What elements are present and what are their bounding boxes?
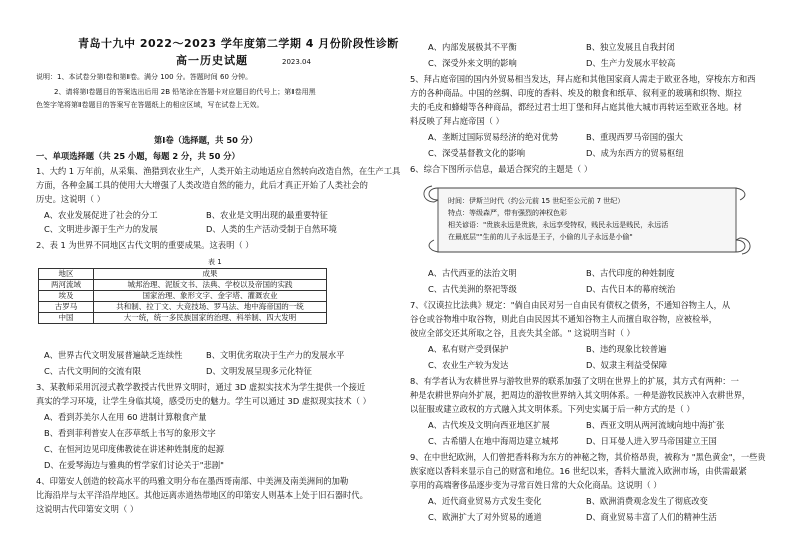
q2-option-c: C、古代文明间的交流有限: [44, 366, 142, 376]
civilization-table: [38, 268, 327, 324]
q1-line-3: 历史。这说明（ ）: [36, 194, 106, 204]
q8-line-2: 种是农耕世界向外扩展，把周边的游牧世界纳入其文明体系。一种是游牧民族冲入农耕世界，: [410, 390, 751, 400]
q5-option-c: C、深受基督教文化的影响: [428, 148, 526, 158]
table-row: [39, 291, 327, 302]
q4-option-b: B、独立发展且自我封闭: [586, 42, 675, 52]
q7-option-a: A、私有财产受到保护: [428, 344, 509, 354]
q5-line-2: 方的各种商品。中国的丝绸、印度的香料、埃及的粮食和纸草、叙利亚的玻璃和织物、斯拉: [410, 88, 742, 98]
q8-option-a: A、古代埃及文明向西亚地区扩展: [428, 420, 550, 430]
table-cell: 古罗马: [39, 302, 94, 313]
scroll-line-1: 时间：伊斯兰时代（约公元前 15 世纪至公元前 7 世纪）: [448, 197, 625, 205]
table-cell: 国家治理、象形文字、金字塔、灌溉农业: [94, 291, 327, 302]
q8-option-b: B、西亚文明从两河流域向地中海扩张: [586, 420, 725, 430]
q2-option-a: A、世界古代文明发展普遍缺乏连续性: [44, 350, 183, 360]
q1-option-d: D、人类的生产活动受制于自然环境: [206, 224, 337, 234]
section-title: 第Ⅰ卷（选择题，共 50 分）: [154, 135, 258, 145]
q4-line-3: 这说明古代印第安文明（ ）: [36, 504, 139, 514]
q7-line-1: 7、《汉谟拉比法典》规定："倘自由民对另一自由民有债权之债务，不通知谷物主人，从: [410, 300, 731, 310]
table-row: [39, 280, 327, 291]
table-header-region: 地区: [39, 269, 94, 280]
q2-stem: 2、表 1 为世界不同地区古代文明的重要成果。这表明（ ）: [36, 240, 254, 250]
table-cell: 大一统，统一多民族国家的治理、科举制、四大发明: [94, 313, 327, 324]
q9-option-c: C、欧洲扩大了对外贸易的通道: [428, 512, 542, 522]
scroll-line-3: 相关谚语："贵族永远是贵族，永远享受特权，贱民永远是贱民，永远活: [448, 221, 669, 229]
q6-option-a: A、古代西亚的法治文明: [428, 268, 517, 278]
q7-option-d: D、奴隶主利益受保障: [586, 360, 668, 370]
table-cell: 共和制、拉丁文、大竞技场、罗马法、地中海帝国的一统: [94, 302, 327, 313]
q5-line-1: 5、拜占庭帝国的国内外贸易相当发达，拜占庭和其他国家商人需走于欧亚各地，穿梭东方和西: [410, 74, 756, 84]
q8-option-d: D、日耳曼人进入罗马帝国建立王国: [586, 436, 717, 446]
table-caption: 表 1: [208, 258, 222, 266]
q6-stem: 6、综合下图所示信息，最适合探究的主题是（ ）: [410, 164, 593, 174]
q4-line-1: 4、印第安人创造的较高水平的玛雅文明分布在墨西哥南部、中美洲及南美洲间的加勒: [36, 476, 349, 486]
q8-line-1: 8、有学者认为农耕世界与游牧世界的联系加强了文明在世界上的扩展，其方式有两种：一: [410, 376, 739, 386]
q9-line-1: 9、在中世纪欧洲，人们曾把香料称为东方的神秘之物，其价格昂贵，被称为 "黑色黄金"，一些贵: [410, 452, 766, 462]
q1-line-2: 方面，各种金属工具的使用大大增强了人类改造自然的能力，此后才真正开始了人类社会的: [36, 180, 368, 190]
table-cell: 城邦治理、泥版文书、法典、学校以及帝国的实践: [94, 280, 327, 291]
q4-line-2: 比海沿岸与太平洋沿岸地区。其他远离赤道热带地区的印第安人则基本上处于旧石器时代。: [36, 490, 368, 500]
q6-option-b: B、古代印度的种姓制度: [586, 268, 675, 278]
q5-option-d: D、成为东西方的贸易枢纽: [586, 148, 684, 158]
q5-line-4: 料反映了拜占庭帝国（ ）: [410, 116, 504, 126]
q9-option-a: A、近代商业贸易方式发生变化: [428, 496, 542, 506]
q5-line-3: 夫的毛皮和蜂蜡等各种商品，都经过君士坦丁堡和拜占庭其他大城市再转运至欧亚各地。材: [410, 102, 742, 112]
q5-option-b: B、重现西罗马帝国的强大: [586, 132, 683, 142]
exam-subtitle: 高一历史试题: [176, 54, 248, 67]
q7-option-b: B、违约现象比较普遍: [586, 344, 667, 354]
note-line-3: 色签字笔将第Ⅱ卷题目的答案写在答题纸上的相应区域，写在试卷上无效。: [36, 101, 264, 109]
q9-option-d: D、商业贸易丰富了人们的精神生活: [586, 512, 717, 522]
q3-option-c: C、在恒河边见印度佛教徒在讲述种姓制度的起源: [44, 444, 225, 454]
table-header-achievement: 成果: [94, 269, 327, 280]
q9-line-2: 族家庭以香料来显示自己的财富和地位。16 世纪以来，香料大量流入欧洲市场，由供需最紧: [410, 466, 747, 476]
q1-line-1: 1、大约 1 万年前，从采集、渔猎到农业生产，人类开始主动地适应自然转向改造自然，在生产工具: [36, 166, 401, 176]
q7-line-2: 谷仓或谷物堆中取谷物，则此自由民因其不通知谷物主人而擅自取谷物，应被检举，: [410, 314, 717, 324]
table-cell: 两河流域: [39, 280, 94, 291]
q5-option-a: A、垄断过国际贸易经济的绝对优势: [428, 132, 559, 142]
section-heading: 一、单项选择题（共 25 小题，每题 2 分，共 50 分）: [36, 151, 240, 161]
q9-option-b: B、欧洲消费观念发生了彻底改变: [586, 496, 708, 506]
q4-option-a: A、内部发展极其不平衡: [428, 42, 517, 52]
q7-option-c: C、农业生产较为发达: [428, 360, 509, 370]
table-cell: 中国: [39, 313, 94, 324]
q7-line-3: 彼应全部交还其所取之谷，且丧失其全部。" 这说明当时（ ）: [410, 328, 635, 338]
q3-option-d: D、在爱琴海边与雅典的哲学家们讨论关于"悲剧": [44, 460, 224, 470]
table-row: [39, 302, 327, 313]
scroll-illustration: [418, 182, 760, 262]
table-cell: 埃及: [39, 291, 94, 302]
q8-option-c: C、古希腊人在地中海周边建立城邦: [428, 436, 559, 446]
q3-option-b: B、看到菲利普安人在莎草纸上书写的象形文字: [44, 428, 216, 438]
q3-option-a: A、看到苏美尔人在用 60 进制计算粮食产量: [44, 412, 207, 422]
table-row: [39, 313, 327, 324]
scroll-line-2: 特点：等级森严，带有强烈的神权色彩: [448, 209, 567, 217]
exam-date: 2023.04: [282, 58, 311, 66]
q6-option-d: D、古代日本的幕府统治: [586, 284, 676, 294]
exam-title: 青岛十九中 2022～2023 学年度第二学期 4 月份阶段性诊断: [78, 37, 399, 50]
q8-line-3: 以征服或建立政权的方式融入其文明体系。下列史实属于后一种方式的是（ ）: [410, 404, 695, 414]
note-line-2: 2、请将第Ⅰ卷题目的答案选出后用 2B 铅笔涂在答题卡对应题目的代号上；第Ⅱ卷用黑: [54, 88, 316, 96]
q2-option-b: B、文明优劣取决于生产力的发展水平: [206, 350, 345, 360]
q1-option-a: A、农业发展促进了社会的分工: [44, 210, 158, 220]
q4-option-c: C、深受外来文明的影响: [428, 58, 517, 68]
scroll-line-4: 在最底层""生前的儿子永远是王子，小偷的儿子永远是小偷": [448, 233, 633, 241]
q1-option-b: B、农业是文明出现的最重要特征: [206, 210, 328, 220]
q2-option-d: D、文明发展呈现多元化特征: [206, 366, 312, 376]
q3-line-1: 3、某教师采用沉浸式教学教授古代世界文明时，通过 3D 虚拟实技术为学生提供一个接近: [36, 382, 366, 392]
q9-line-3: 享用的高端奢侈品逐步变为寻常百姓日常的大众化商品。这说明（ ）: [410, 480, 662, 490]
q1-option-c: C、文明进步源于生产力的发展: [44, 224, 158, 234]
table-header-row: [39, 269, 327, 280]
note-line-1: 说明：1、本试卷分第Ⅰ卷和第Ⅱ卷。满分 100 分。答题时间 60 分钟。: [36, 73, 253, 81]
q4-option-d: D、生产力发展水平较高: [586, 58, 676, 68]
q3-line-2: 真实的学习环境，让学生身临其境，感受历史的魅力。学生可以通过 3D 虚拟现实技术（ ）: [36, 396, 371, 406]
q6-option-c: C、古代美洲的祭祀等级: [428, 284, 517, 294]
